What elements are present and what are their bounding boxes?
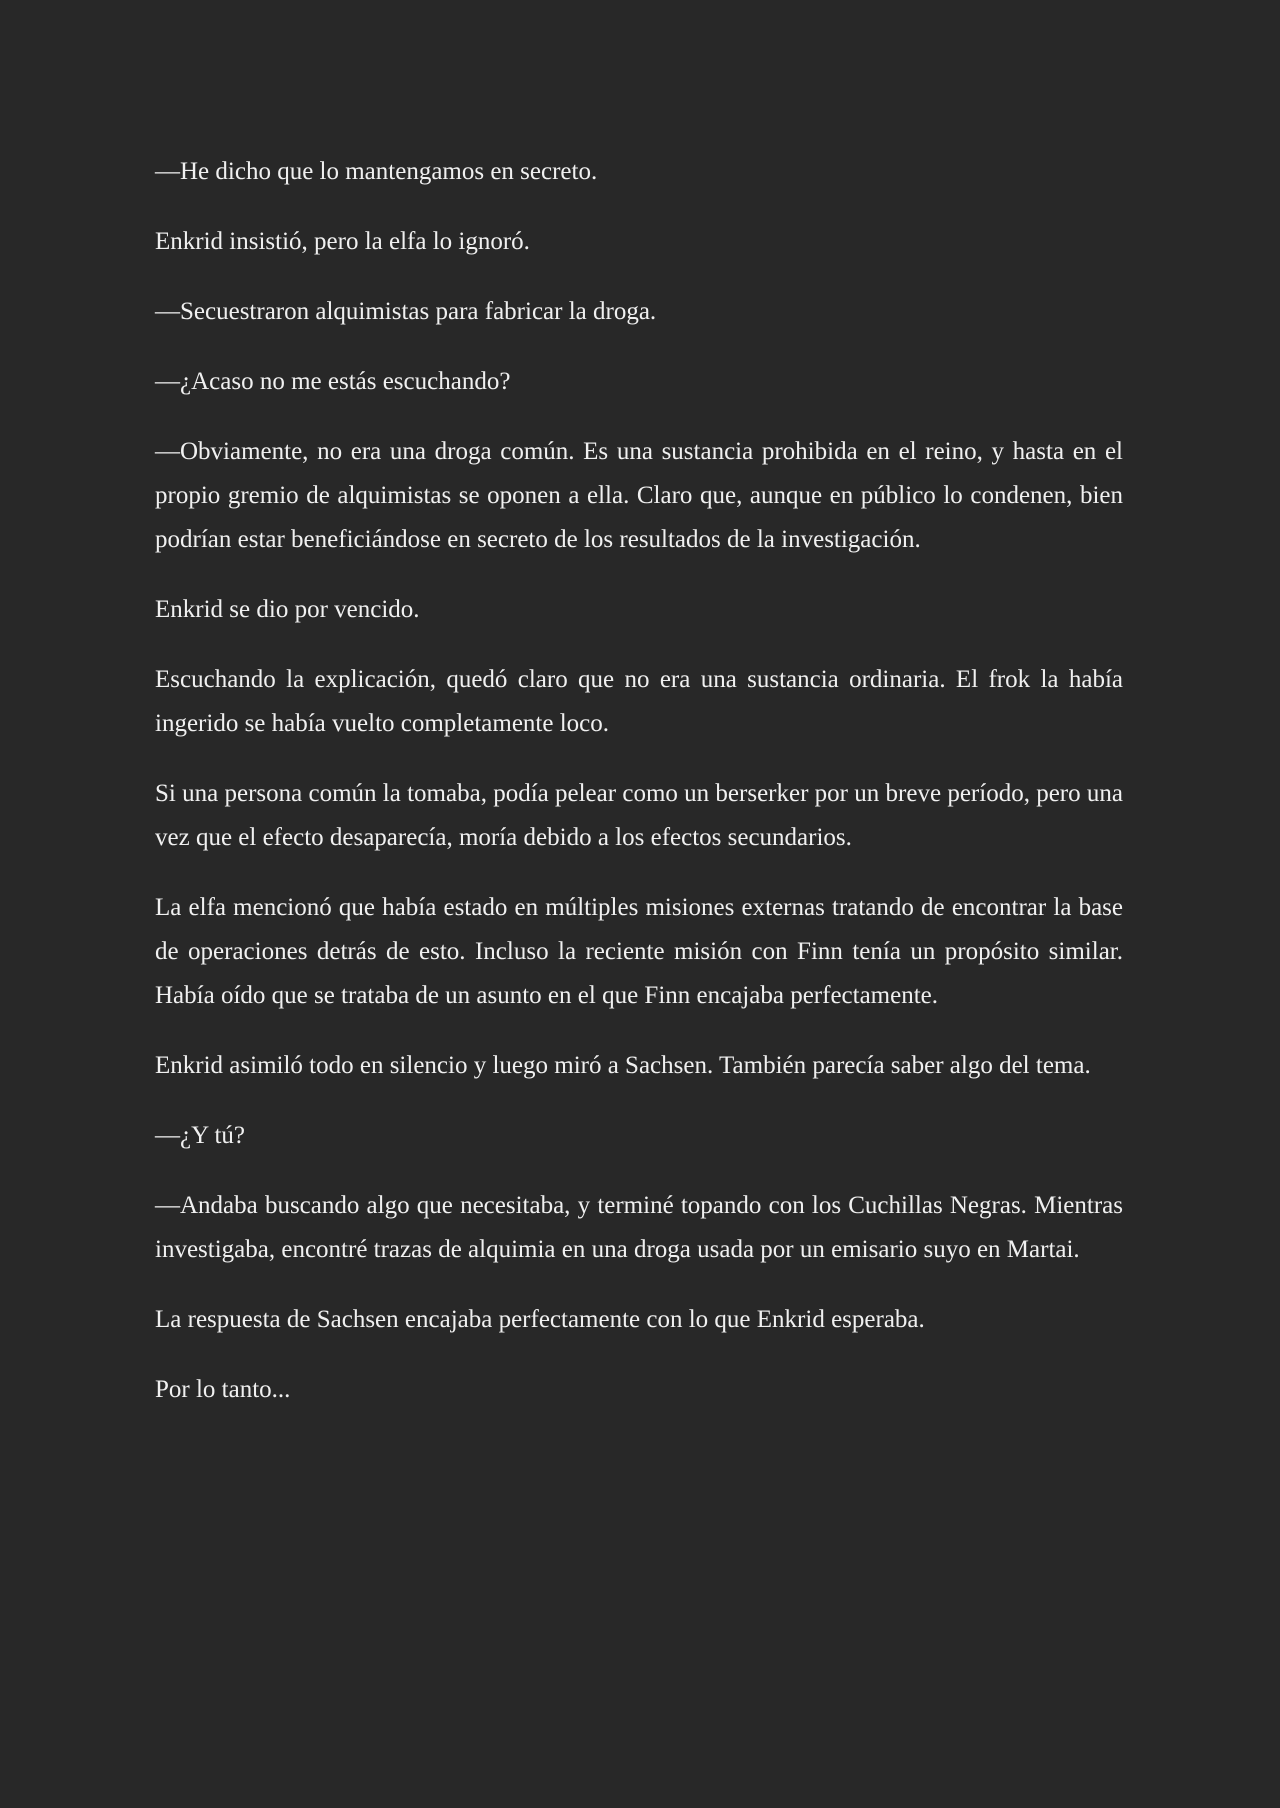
paragraph: —Secuestraron alquimistas para fabricar la droga. [155, 298, 657, 325]
paragraph: La elfa mencionó que había estado en múltiples misiones externas tratando de encontrar la base de operaciones detrás de esto. Incluso la reciente misión con Finn tenía un propósito similar. Había oído que se trataba de un asunto en el que Finn encajaba perfectamente. [155, 894, 1123, 1009]
paragraph: Enkrid insistió, pero la elfa lo ignoró. [155, 228, 530, 255]
reader-content [155, 150, 1123, 1438]
paragraph: —Obviamente, no era una droga común. Es una sustancia prohibida en el reino, y hasta en el propio gremio de alquimistas se oponen a ella. Claro que, aunque en público lo condenen, bien podrían estar beneficiándose en secreto de los resultados de la investigación. [155, 438, 1123, 553]
paragraph: Enkrid se dio por vencido. [155, 596, 420, 623]
paragraph: La respuesta de Sachsen encajaba perfectamente con lo que Enkrid esperaba. [155, 1306, 925, 1333]
paragraph: —He dicho que lo mantengamos en secreto. [155, 158, 598, 185]
paragraph: Enkrid asimiló todo en silencio y luego miró a Sachsen. También parecía saber algo del tema. [155, 1052, 1091, 1079]
paragraph: Por lo tanto... [155, 1376, 291, 1403]
paragraph: —¿Y tú? [155, 1122, 246, 1149]
paragraph: —Andaba buscando algo que necesitaba, y terminé topando con los Cuchillas Negras. Mientras investigaba, encontré trazas de alquimia en una droga usada por un emisario suyo en Martai. [155, 1192, 1123, 1263]
paragraph: Si una persona común la tomaba, podía pelear como un berserker por un breve período, pero una vez que el efecto desaparecía, moría debido a los efectos secundarios. [155, 780, 1123, 851]
paragraph: Escuchando la explicación, quedó claro que no era una sustancia ordinaria. El frok la había ingerido se había vuelto completamente loco. [155, 666, 1123, 737]
paragraph: —¿Acaso no me estás escuchando? [155, 368, 511, 395]
